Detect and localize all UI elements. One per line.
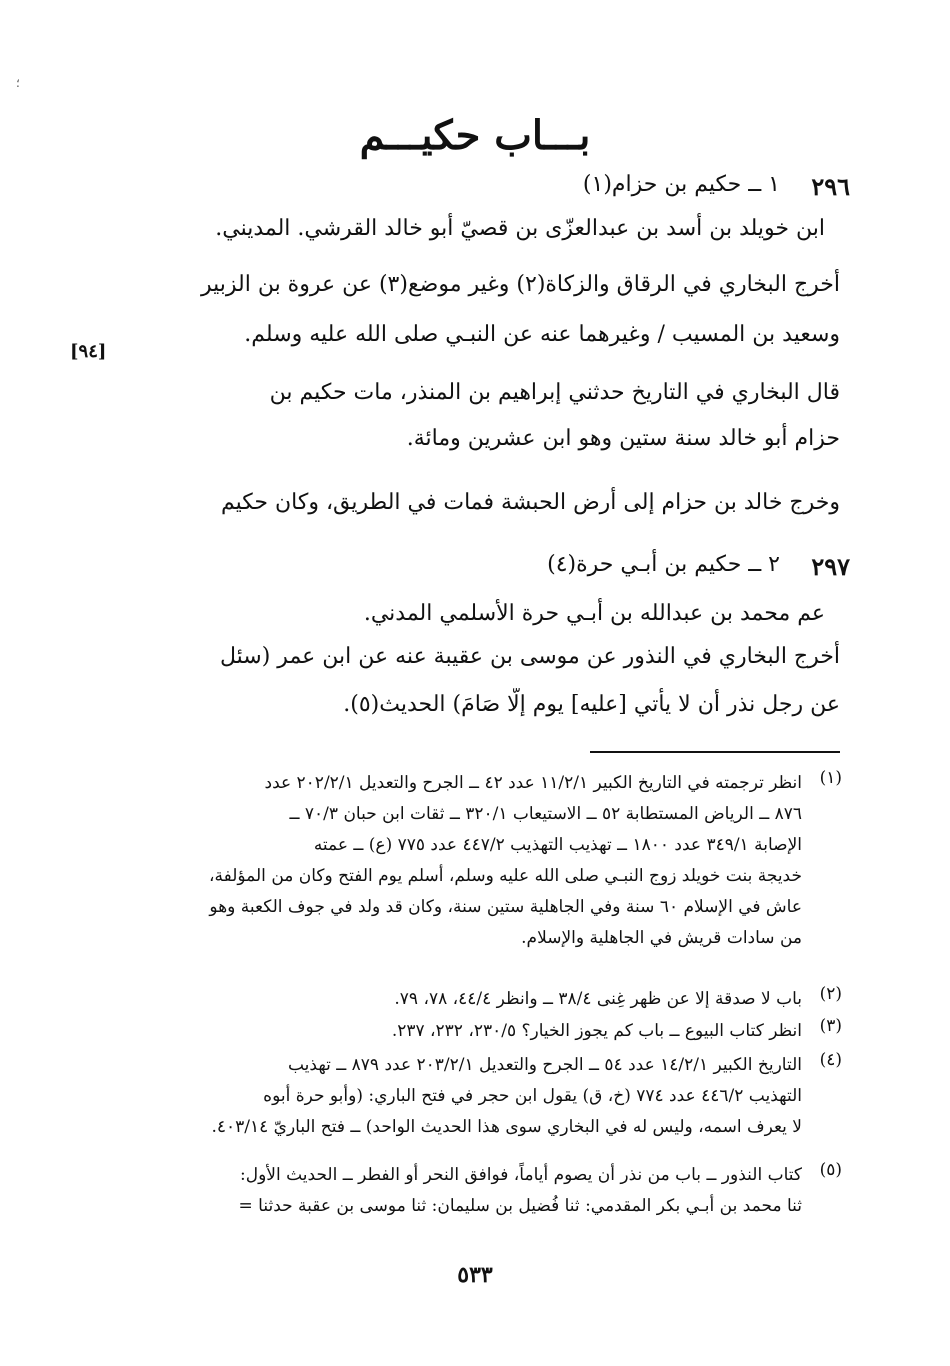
chapter-title: بـــاب حكيـــم xyxy=(359,112,591,159)
footnote-2 xyxy=(130,984,840,1015)
footnote-3 xyxy=(130,1016,840,1047)
paragraph-line: وخرج خالد بن حزام إلى أرض الحبشة فمات في الطريق، وكان حكيم xyxy=(220,490,840,515)
footnote-number: (١) xyxy=(819,768,842,788)
footnote-line: التهذيب ٤٤٦/٢ عدد ٧٧٤ (خ، ق) يقول ابن حجر في فتح الباري: (وأبو حرة أبوه xyxy=(263,1086,802,1106)
footnote-line: من سادات قريش في الجاهلية والإسلام. xyxy=(521,928,802,948)
entry-number: ٢٩٦ xyxy=(811,172,850,201)
footnote-number: (٥) xyxy=(819,1160,842,1180)
footnote-line: الإصابة ٣٤٩/١ عدد ١٨٠٠ ــ تهذيب التهذيب ٤٤٧/٢ عدد ٧٧٥ (ع) ــ عمته xyxy=(313,835,802,855)
paragraph-line: أخرج البخاري في النذور عن موسى بن عقيبة عنه عن ابن عمر (سئل xyxy=(220,644,840,669)
entry-297-line: عم محمد بن عبدالله بن أبـي حرة الأسلمي المدني. xyxy=(363,601,825,626)
footnote-line: خديجة بنت خويلد زوج النبـي صلى الله عليه وسلم، أسلم يوم الفتح وكان من المؤلفة، xyxy=(209,866,802,886)
entry-296-header xyxy=(130,172,850,206)
footnote-number: (٤) xyxy=(819,1050,842,1070)
margin-page-reference: [٩٤] xyxy=(70,341,107,362)
footnote-line: كتاب النذور ــ باب من نذر أن يصوم أياماً، فوافق النحر أو الفطر ــ الحديث الأول: xyxy=(240,1165,802,1185)
paragraph-line: عن رجل نذر أن لا يأتي [عليه] يوم إلّا صَامَ) الحديث(٥). xyxy=(343,692,840,717)
footnote-line: باب لا صدقة إلا عن ظهر غِنى ٣٨/٤ ــ وانظر ٤٤/٤، ٧٨، ٧٩. xyxy=(394,989,802,1009)
footnote-line: ٨٧٦ ــ الرياض المستطابة ٥٢ ــ الاستيعاب ٣٢٠/١ ــ ثقات ابن حبان ٧٠/٣ ــ xyxy=(289,804,802,824)
footnote-line: لا يعرف اسمه، وليس له في البخاري سوى هذا الحديث الواحد) ــ فتح الباريّ ٤٠٣/١٤. xyxy=(211,1117,802,1137)
footnote-5 xyxy=(130,1160,840,1222)
footnote-4 xyxy=(130,1050,840,1143)
paragraph-line: أخرج البخاري في الرقاق والزكاة(٢) وغير موضع(٣) عن عروة بن الزبير xyxy=(200,272,840,297)
margin-mark: ؛ xyxy=(16,76,20,90)
footnote-1 xyxy=(130,768,840,954)
entry-number: ٢٩٧ xyxy=(811,552,850,581)
entry-heading: ١ ــ حكيم بن حزام(١) xyxy=(582,172,780,197)
footnote-line: التاريخ الكبير ١٤/٢/١ عدد ٥٤ ــ الجرح والتعديل ٢٠٣/٢/١ عدد ٨٧٩ ــ تهذيب xyxy=(287,1055,802,1075)
footnote-line: ثنا محمد بن أبـي بكر المقدمي: ثنا فُضيل بن سليمان: ثنا موسى بن عقبة حدثنا = xyxy=(238,1196,802,1216)
paragraph-line: وسعيد بن المسيب / وغيرهما عنه عن النبـي صلى الله عليه وسلم. xyxy=(244,322,840,347)
footnote-line: عاش في الإسلام ٦٠ سنة وفي الجاهلية ستين سنة، وكان قد ولد في جوف الكعبة وهو xyxy=(209,897,802,917)
footnote-line: انظر ترجمته في التاريخ الكبير ١١/٢/١ عدد ٤٢ ــ الجرح والتعديل ٢٠٢/٢/١ عدد xyxy=(264,773,802,793)
page-number: ٥٣٣ xyxy=(457,1262,493,1288)
footnote-number: (٢) xyxy=(819,984,842,1004)
entry-heading: ٢ ــ حكيم بن أبـي حرة(٤) xyxy=(547,552,780,577)
footnote-separator xyxy=(590,751,840,753)
footnote-number: (٣) xyxy=(819,1016,842,1036)
entry-297-header xyxy=(130,552,850,586)
footnote-line: انظر كتاب البيوع ــ باب كم يجوز الخيار؟ ٢٣٠/٥، ٢٣٢، ٢٣٧. xyxy=(391,1021,802,1041)
paragraph-line: قال البخاري في التاريخ حدثني إبراهيم بن المنذر، مات حكيم بن xyxy=(269,380,840,405)
entry-296-line: ابن خويلد بن أسد بن عبدالعزّى بن قصيّ أبو خالد القرشي. المديني. xyxy=(215,216,825,241)
paragraph-line: حزام أبو خالد سنة ستين وهو ابن عشرين ومائة. xyxy=(406,426,840,451)
